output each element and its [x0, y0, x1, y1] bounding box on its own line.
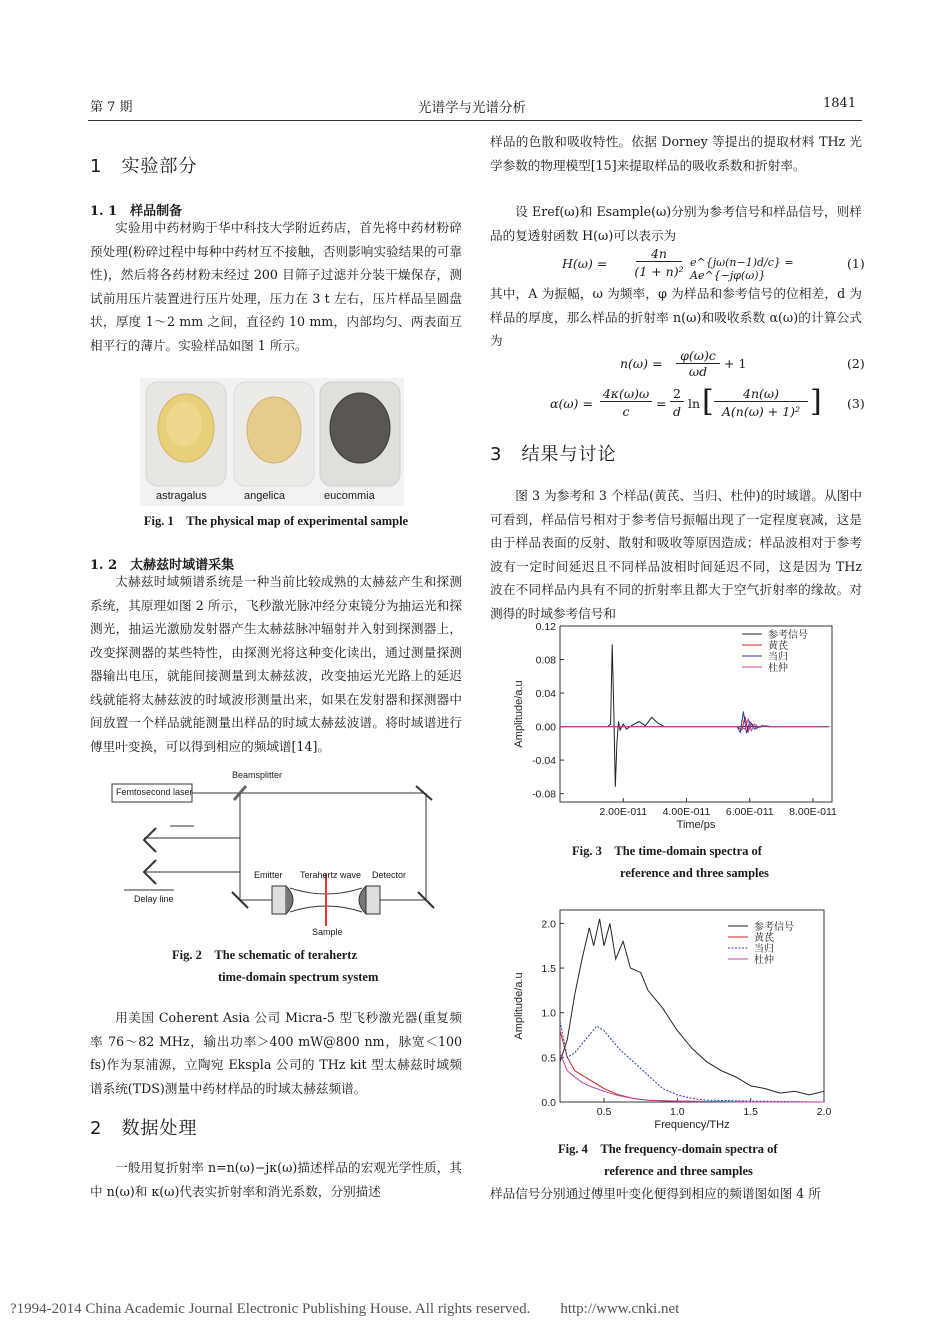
y-tick-label: 2.0 [541, 918, 556, 931]
fig2-caption-line2: time-domain spectrum system [218, 970, 379, 984]
label-eucommia: eucommia [324, 490, 375, 502]
laser-setup-text: 用美国 Coherent Asia 公司 Micra-5 型飞秒激光器(重复频率 76～82 MHz，输出功率＞400 mW@800 nm，脉宽＜100 fs)作为泵浦源，立陶宛 Ekspla 公司的 THz kit 型太赫兹时域频谱系统(TDS)测量中药材样品的时域太赫兹频谱。 [90, 1010, 462, 1096]
right-para-3: 其中，A 为振幅，ω 为频率，φ 为样品和参考信号的位相差，d 为样品的厚度，那么样品的折射率 n(ω)和吸收系数 α(ω)的计算公式为 [490, 286, 862, 348]
legend-label: 杜仲 [768, 663, 788, 674]
section-3-last-line: 样品信号分别通过傅里叶变化便得到相应的频谱图如图 4 所 [490, 1186, 821, 1201]
eq3-denominator-3: A(n(ω) + 1)² [721, 404, 801, 419]
section-1-2-title: 1. 2 太赫兹时域谱采集 [90, 558, 235, 573]
fig4-caption-line2: reference and three samples [604, 1164, 753, 1178]
label-delay-line: Delay line [134, 894, 174, 904]
header-rule [88, 120, 862, 121]
section-3-text: 图 3 为参考和 3 个样品(黄芪、当归、杜仲)的时域谱。从图中可看到，样品信号相对于参考信号振幅出现了一定程度衰减，这是由于样品表面的反射、散射和吸收等原因造成；样品波相对于参考波有一定时间延迟且不同样品波相时间延迟不同，这是因为 THz 波在不同样品内具有不同的折射率且都大于空气折射率的缘故。对测得的时域参考信号和 [490, 488, 862, 621]
y-tick-label: -0.04 [532, 755, 556, 768]
series-line-4 [560, 719, 829, 731]
eq3-equals: = [656, 396, 667, 411]
label-detector: Detector [372, 870, 407, 880]
y-tick-label: 0.12 [535, 621, 556, 633]
legend-label: 杜仲 [754, 955, 774, 966]
fig1-caption: Fig. 1 The physical map of experimental sample [143, 514, 409, 528]
sample-photo-graphic [140, 378, 404, 506]
right-para-2: 设 Eref(ω)和 Esample(ω)分别为参考信号和样品信号，则样品的复透射函数 H(ω)可以表示为 [490, 204, 862, 243]
eq3-number: (3) [847, 396, 865, 411]
x-tick-label: 0.5 [596, 1106, 612, 1118]
series-line-2 [560, 717, 829, 732]
equation-2 [620, 348, 865, 384]
x-tick-label: 6.00E-011 [725, 806, 774, 818]
fig2-caption-line1: Fig. 2 The schematic of terahertz [172, 948, 358, 962]
label-angelica: angelica [244, 490, 285, 502]
label-astragalus: astragalus [156, 490, 207, 502]
y-axis-label: Amplitude/a.u [513, 680, 525, 748]
eq1-denominator: (1 + n)² [634, 264, 684, 279]
section-1-1-title: 1. 1 样品制备 [90, 204, 183, 219]
section-1-1-text: 实验用中药材购于华中科技大学附近药店，首先将中药材粉碎预处理(粉碎过程中每种中药材互不接触，否则影响实验结果的可靠性)，然后将各药材粉末经过 200 目筛子过滤并分装干燥保存，测试前用压片装置进行压片处理，压力在 3 t 左右，压片样品呈圆盘状，厚度 1～2 mm 之间，直径约 10 mm，内部均匀、两表面互相平行的薄片。实验样品如图 1 所示。 [90, 220, 462, 353]
y-tick-label: 1.5 [541, 963, 556, 976]
eq3-ln: ln [688, 396, 701, 411]
fig4-caption-line1: Fig. 4 The frequency-domain spectra of [558, 1142, 778, 1156]
equation-1 [562, 246, 865, 286]
eq2-lhs: n(ω) = [620, 356, 663, 371]
plot-frame [560, 910, 824, 1102]
y-tick-label: 0.08 [535, 654, 556, 667]
legend-label: 当归 [768, 652, 788, 663]
right-para-1: 样品的色散和吸收特性。依据 Dorney 等提出的提取材料 THz 光学参数的物理模型[15]来提取样品的吸收系数和折射率。 [490, 134, 862, 173]
eq2-tail: + 1 [724, 356, 747, 371]
eq1-rhs: e^{jω(n−1)d/c} = Ae^{−jφ(ω)} [690, 256, 794, 282]
eq3-numerator-1: 4κ(ω)ω [600, 386, 652, 402]
x-tick-label: 1.5 [743, 1106, 758, 1118]
eq1-lhs: H(ω) = [562, 256, 608, 271]
equation-3 [550, 384, 865, 426]
copyright-footer: ?1994-2014 China Academic Journal Electronic Publishing House. All rights reserved. http://www.cnki.net [10, 1301, 680, 1317]
section-1-title: 1 实验部分 [90, 156, 198, 177]
legend-label: 黄芪 [754, 933, 774, 944]
eq3-right-bracket: ] [810, 384, 822, 419]
legend-label: 参考信号 [754, 922, 794, 933]
x-axis-label: Frequency/THz [654, 1119, 730, 1131]
y-tick-label: 0.5 [541, 1052, 556, 1065]
y-tick-label: 0.04 [535, 688, 556, 701]
legend-label: 黄芪 [768, 641, 788, 652]
eq3-numerator-3: 4n(ω) [714, 386, 808, 402]
label-sample: Sample [312, 927, 343, 937]
eq3-denominator-2: d [672, 404, 681, 419]
x-tick-label: 2.00E-011 [599, 806, 648, 818]
eq2-numerator: φ(ω)c [676, 348, 720, 364]
time-domain-chart [510, 618, 840, 840]
series-line-3 [560, 712, 829, 734]
y-axis-label: Amplitude/a.u [513, 972, 525, 1040]
y-tick-label: 0.0 [541, 1097, 556, 1109]
x-tick-label: 2.0 [816, 1106, 832, 1118]
y-tick-label: -0.08 [532, 788, 556, 801]
legend-label: 当归 [754, 944, 774, 955]
fig3-caption-line1: Fig. 3 The time-domain spectra of [572, 844, 762, 858]
y-tick-label: 1.0 [541, 1007, 556, 1020]
section-3-title: 3 结果与讨论 [490, 444, 617, 465]
frequency-domain-chart [510, 904, 840, 1138]
eq3-numerator-2: 2 [670, 386, 684, 402]
x-tick-label: 1.0 [670, 1106, 685, 1118]
label-laser: Femtosecond laser [116, 787, 193, 797]
schematic-diagram [104, 770, 444, 938]
section-2-text: 一般用复折射率 n=n(ω)−jκ(ω)描述样品的宏观光学性质，其中 n(ω)和 κ(ω)代表实折射率和消光系数，分别描述 [90, 1160, 462, 1199]
page-number: 1841 [823, 96, 857, 111]
eq1-numerator: 4n [636, 246, 682, 262]
sample-photo [140, 378, 404, 506]
label-emitter: Emitter [254, 870, 283, 880]
fig3-caption-line2: reference and three samples [620, 866, 769, 880]
section-2-title: 2 数据处理 [90, 1118, 198, 1139]
eq3-lhs: α(ω) = [550, 396, 593, 411]
journal-title: 光谱学与光谱分析 [418, 100, 526, 116]
series-line-1 [560, 919, 824, 1095]
label-thz-wave: Terahertz wave [300, 870, 362, 880]
legend-label: 参考信号 [768, 630, 808, 641]
x-tick-label: 8.00E-011 [789, 806, 837, 818]
eq3-denominator-1: c [622, 404, 630, 419]
x-tick-label: 4.00E-011 [662, 806, 711, 818]
x-axis-label: Time/ps [676, 819, 716, 831]
label-beamsplitter: Beamsplitter [232, 770, 283, 780]
eq2-denominator: ωd [688, 364, 708, 379]
series-line-1 [560, 644, 829, 787]
eq3-left-bracket: [ [702, 384, 714, 419]
eq2-number: (2) [847, 356, 865, 371]
y-tick-label: 0.00 [535, 721, 556, 734]
series-line-2 [560, 1031, 824, 1102]
eq1-number: (1) [847, 256, 865, 271]
plot-frame [560, 626, 832, 802]
issue-number: 第 7 期 [90, 100, 133, 115]
section-1-2-text: 太赫兹时域频谱系统是一种当前比较成熟的太赫兹产生和探测系统，其原理如图 2 所示，飞秒激光脉冲经分束镜分为抽运光和探测光，抽运光激励发射器产生太赫兹脉冲辐射并入射到探测器上，改变探测器的某些特性，由探测光将这种变化读出，通过测量探测器输出电压，就能间接测量到太赫兹波，改变抽运光光路上的延迟线就能将太赫兹波的时域波形测量出来，如果在发射器和探测器中间放置一个样品就能测量出样品的时域太赫兹波谱。将时域谱进行傅里叶变换，可以得到相应的频域谱[14]。 [90, 574, 462, 754]
series-line-4 [560, 1053, 824, 1102]
